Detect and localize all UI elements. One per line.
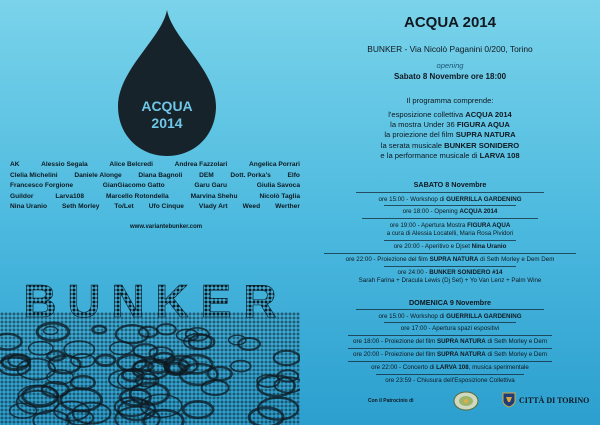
artist-name: Giulia Savoca	[256, 182, 300, 190]
artist-name: Seth Morley	[62, 203, 100, 211]
divider	[348, 361, 552, 362]
artist-name: Elfo	[287, 171, 300, 179]
water-drop-icon	[112, 8, 222, 158]
program-item: la mostra Under 36 FIGURA AQUA	[390, 120, 510, 130]
event-info	[300, 0, 600, 425]
website-link[interactable]: www.variantebunker.com	[130, 224, 203, 230]
schedule-item: ore 19:00 - Apertura Mostra FIGURA AQUA	[389, 222, 511, 229]
artist-name: Marvina Shehu	[190, 192, 238, 200]
artist-row	[10, 160, 300, 171]
venue-address: BUNKER - Via Nicolò Paganini 0/200, Torino	[367, 44, 533, 54]
bunker-letter: B	[23, 275, 57, 327]
bunker-letter: R	[243, 275, 277, 327]
artist-name: Alice Belcredi	[109, 161, 153, 168]
opening-date: Sabato 8 Novembre ore 18:00	[393, 72, 507, 81]
artist-name: Angelica Porrari	[249, 161, 300, 168]
schedule-item: ore 20:00 - Aperitivo e Djset Nina Uranio	[393, 243, 507, 250]
schedule-item: ore 15:00 - Workshop di GUERRILLA GARDENING	[378, 313, 522, 320]
divider	[362, 218, 538, 219]
artist-name: Werther	[275, 203, 300, 211]
bunker-letter: K	[155, 275, 189, 327]
bunker-letter: U	[67, 275, 101, 327]
divider	[356, 309, 544, 310]
schedule-item: ore 23:59 - Chiusura dell'Esposizione Collettiva	[385, 377, 515, 384]
divider	[384, 240, 516, 241]
artist-name: Ufo Cinque	[148, 203, 184, 211]
sponsor-logo-icon	[453, 391, 479, 411]
event-title: ACQUA 2014	[404, 14, 496, 31]
artist-name: Andrea Fazzolari	[174, 161, 228, 168]
day-heading-saturday: SABATO 8 Novembre	[413, 180, 487, 189]
artist-row	[10, 202, 300, 213]
city-logo-text: CITTÀ DI TORINO	[519, 396, 590, 405]
artist-row	[10, 181, 300, 192]
patronage-label: Con il Patrocinio di	[368, 398, 414, 404]
schedule-item: ore 18:00 - Opening ACQUA 2014	[402, 208, 498, 215]
halftone-bunker-artwork	[0, 232, 300, 425]
program-item: l'esposizione collettiva ACQUA 2014	[388, 110, 512, 119]
program-intro: Il programma comprende:	[406, 96, 494, 105]
schedule-item: ore 15:00 - Workshop di GUERRILLA GARDENING	[378, 196, 522, 203]
drop-title: ACQUA	[141, 98, 193, 114]
artist-name: Marcello Rotondella	[105, 192, 169, 200]
program-item: la proiezione del film SUPRA NATURA	[384, 130, 516, 140]
artist-name: Francesco Forgione	[10, 182, 74, 190]
artist-name: Vlady Art	[198, 203, 228, 211]
schedule-item: ore 18:00 - Proiezione del film SUPRA NATURA di Seth Morley e Dem	[353, 338, 547, 345]
drop-year: 2014	[151, 115, 183, 131]
divider	[376, 374, 524, 375]
artist-name: Nicolò Taglia	[259, 192, 300, 200]
artist-name: To/Let	[114, 203, 134, 211]
divider	[384, 266, 516, 267]
schedule-subline: Sarah Farina + Dracula Lewis (Dj Set) + Yo Van Lenz + Palm Wine	[358, 277, 542, 284]
program-item: e la performance musicale di LARVA 108	[380, 150, 520, 160]
divider	[356, 192, 544, 193]
schedule-item: ore 20:00 - Proiezione del film SUPRA NATURA di Seth Morley e Dem	[353, 351, 547, 358]
schedule-item: ore 17:00 - Apertura spazi espositivi	[400, 325, 500, 332]
bunker-letter: N	[111, 275, 145, 327]
artist-name: Larva108	[55, 192, 85, 200]
artist-list	[10, 160, 300, 213]
artist-name: AK	[10, 161, 20, 168]
schedule-subline: a cura di Alessia Locatelli, Maria Rosa Pividori	[386, 230, 514, 237]
artist-name: GianGiacomo Gatto	[102, 182, 165, 190]
city-crest-icon	[502, 392, 516, 408]
halftone-image	[0, 232, 300, 425]
water-drop-logo	[112, 8, 222, 158]
program-list	[300, 110, 600, 161]
divider	[384, 322, 516, 323]
artist-row	[10, 171, 300, 182]
divider	[348, 348, 552, 349]
artist-name: Alessio Segala	[41, 161, 88, 168]
divider	[324, 253, 576, 254]
schedule-item: ore 24:00 - BUNKER SONIDERO #14	[397, 269, 503, 276]
artist-row	[10, 192, 300, 203]
program-item: la serata musicale BUNKER SONIDERO	[380, 140, 520, 150]
artist-name: Dott. Porka's	[230, 171, 271, 179]
schedule-item: ore 22:00 - Proiezione del film SUPRA NATURA di Seth Morley e Dem Dem	[345, 256, 555, 263]
artist-name: Clelia Michelini	[10, 171, 58, 179]
artist-name: Garu Garu	[194, 182, 228, 190]
schedule-item: ore 22:00 - Concerto di LARVA 108, musica sperimentale	[371, 364, 529, 371]
artist-name: Guildor	[10, 192, 34, 200]
artist-name: Weed	[242, 203, 261, 211]
artist-name: Diana Bagnoli	[138, 171, 183, 179]
artist-name: Daniele Alonge	[74, 171, 122, 179]
divider	[384, 205, 516, 206]
bunker-letter: E	[200, 275, 232, 327]
day-heading-sunday: DOMENICA 9 Novembre	[408, 298, 491, 307]
opening-label: opening	[436, 61, 464, 70]
divider	[348, 335, 552, 336]
artist-name: DEM	[199, 171, 214, 179]
artist-name: Nina Uranio	[10, 203, 48, 211]
